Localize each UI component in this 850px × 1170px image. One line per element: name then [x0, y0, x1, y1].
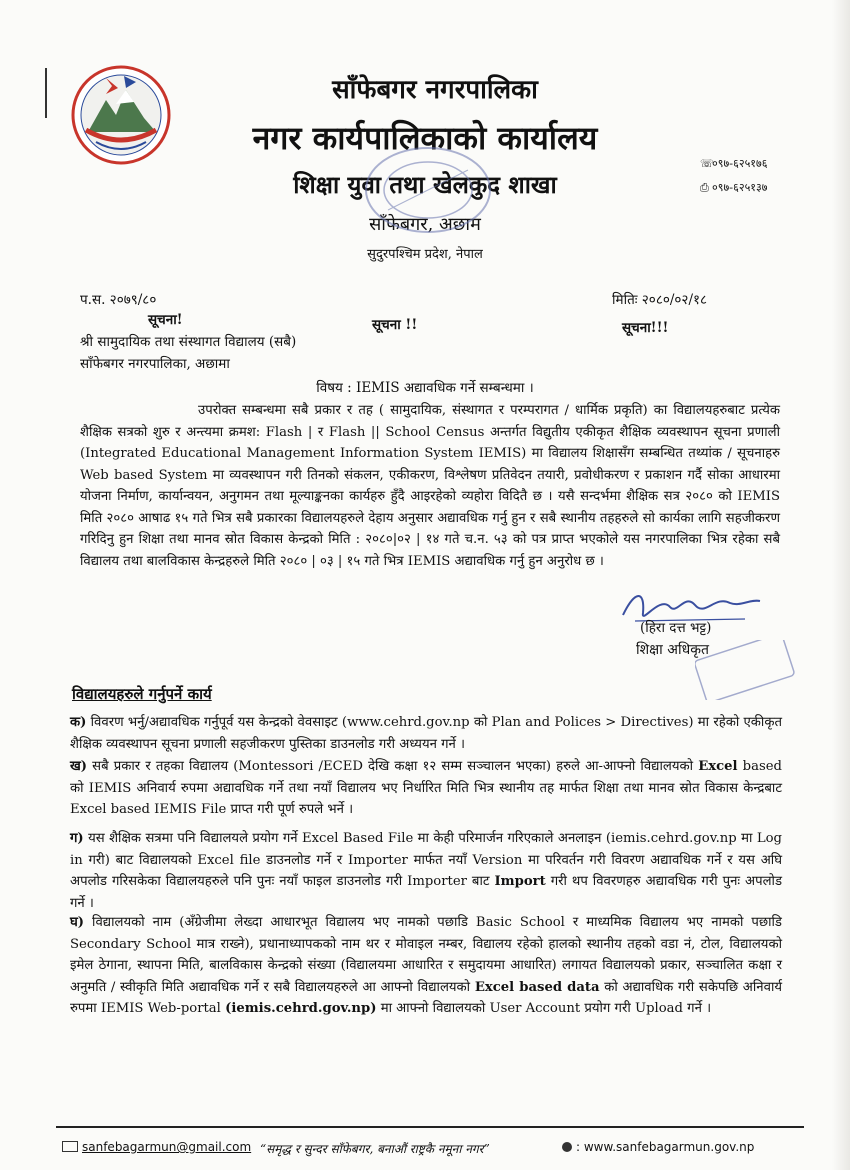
province-name: सुदुरपश्चिम प्रदेश, नेपाल	[367, 247, 483, 262]
recipient-line-2: साँफेबगर नगरपालिका, अछामा	[80, 356, 230, 372]
task-item-ka	[70, 712, 782, 755]
footer-email	[62, 1140, 251, 1154]
task-label: घ)	[70, 915, 85, 930]
footer-divider	[56, 1126, 804, 1128]
task-label: ग)	[70, 831, 84, 846]
notice-label-1: सूचना!	[148, 312, 183, 328]
letter-body: उपरोक्त सम्बन्धमा सबै प्रकार र तह ( सामुदायिक, संस्थागत र परम्परागत / धार्मिक प्रकृति) का विद्यालयहरुबाट प्रत्येक शैक्षिक सत्रको शुरु र अन्त्यमा क्रमश: Flash | र Flash || School Census अन्तर्गत विद्युतीय एकीकृत शैक्षिक व्यवस्थापन सूचना प्रणाली (Integrated Educational Management Information System IEMIS) मा विद्यालय शिक्षासँग सम्बन्धित तथ्यांक / सूचनाहरु Web based System मा व्यवस्थापन गरी तिनको संकलन, एकीकरण, विश्लेषण प्रतिवेदन तयारी, प्रवोधीकरण र प्रकाशन गर्दै सोका आधारमा योजना निर्माण, कार्यान्वयन, अनुगमन तथा मूल्याङ्कनका कार्यहरु हुँदै आइरहेको व्यहोरा विदितै छ । यसै सन्दर्भमा शैक्षिक सत्र २०८० को IEMIS मिति २०८० आषाढ १५ गते भित्र सबै प्रकारका विद्यालयहरुले देहाय अनुसार अद्यावधिक गर्नु हुन र सबै स्थानीय तहहरुले सो कार्यका लागि सहजीकरण गरिदिनु हुन शिक्षा तथा मानव स्रोत विकास केन्द्रको मिति : २०८०|०२ | १४ गते च.न. ५३ को पत्र प्राप्त भएकोले यस नगरपालिका भित्र रहेका सबै विद्यालय तथा बालविकास केन्द्रहरुले मिति २०८० | ०३ | १५ गते भित्र IEMIS अद्यावधिक गर्नु हुन अनुरोध छ ।	[80, 403, 781, 569]
tasks-heading: विद्यालयहरुले गर्नुपर्ने कार्य	[72, 685, 212, 703]
website-link[interactable]: : www.sanfebagarmun.gov.np	[576, 1140, 755, 1154]
task-item-gha	[70, 912, 782, 1020]
task-bold-text: Excel	[698, 759, 738, 774]
officer-stamp-icon	[695, 640, 795, 700]
footer-website	[562, 1140, 754, 1154]
letter-subject: विषय : IEMIS अद्यावधिक गर्ने सम्बन्धमा ।	[316, 380, 534, 396]
task-label: क)	[70, 715, 87, 730]
task-item-kha	[70, 756, 782, 821]
task-text: सबै प्रकार र तहका विद्यालय (Montessori /ECED देखि कक्षा १२ सम्म सञ्चालन भएका) हरुले आ-आफ्नो विद्यालयको	[92, 759, 694, 774]
task-bold-text: Import	[494, 874, 546, 890]
letter-date: मितिः २०८०/०२/१८	[612, 292, 708, 308]
task-text: मा आफ्नो विद्यालयको User Account प्रयोग गरी Upload गर्ने ।	[380, 1001, 712, 1017]
signatory-name: (हिरा दत्त भट्ट)	[640, 620, 712, 636]
task-label: ख)	[70, 759, 88, 774]
footer-slogan: “समृद्ध र सुन्दर साँफेबगर, बनाऔं राष्ट्रकै नमूना नगर”	[260, 1142, 490, 1156]
globe-icon	[562, 1142, 572, 1152]
task-text: विद्यालयको नाम (अँग्रेजीमा लेख्दा आधारभूत विद्यालय भए नामको पछाडि Basic School र माध्यमिक विद्यालय भए नामको पछाडि Secondary School मात्र राख्ने), प्रधानाध्यापकको नाम थर र मोवाइल नम्बर, विद्यालय रहेको हालको स्थानीय तहको वडा नं, टोल, विद्यालयको इमेल ठेगाना, स्थापना मिति, बालविकास केन्द्रको संख्या (विद्यालयमा आधारित र समुदायमा आधारित) लगायत विद्यालयको प्रकार, सञ्चालित कक्षा र अनुमति / स्वीकृति मिति अद्यावधिक गर्ने र सबै विद्यालयहरुले आ आफ्नो विद्यालयको	[70, 915, 782, 995]
task-text: को अद्यावधिक गरी सकेपछि अनिवार्य रुपमा IEMIS Web-portal	[70, 979, 783, 1017]
fax-number: ⎙ ०९७-६२५१३७	[700, 181, 768, 194]
municipality-name: साँफेबगर नगरपालिका	[332, 75, 538, 105]
task-bold-text: (iemis.cehrd.gov.np)	[225, 1001, 377, 1017]
task-bold-text: Excel based data	[474, 979, 600, 995]
notice-label-3: सूचना!!!	[622, 320, 669, 336]
task-text: यस शैक्षिक सत्रमा पनि विद्यालयले प्रयोग गर्ने Excel Based File मा केही परिमार्जन गरिएकाले अनलाइन (iemis.cehrd.gov.np मा Log in गरी) बाट विद्यालयको Excel file डाउनलोड गर्ने र Importer मार्फत नयाँ Version मा परिवर्तन गरी विवरण अद्यावधिक गर्ने र यस अघि अपलोड गरिसकेका विद्यालयहरुले पनि पुनः नयाँ फाइल डाउनलोड गरी Importer बाट	[70, 831, 782, 890]
section-name: शिक्षा युवा तथा खेलकुद शाखा	[293, 170, 557, 199]
signatory-title: शिक्षा अधिकृत	[636, 642, 709, 658]
task-text: based को IEMIS अनिवार्य रुपमा अद्यावधिक गर्ने तथा नयाँ विद्यालय भए निर्धारित मिति भित्र स्थानीय तह मार्फत शिक्षा तथा मानव स्रोत विकास केन्द्रबाट Excel based IEMIS File प्राप्त गरी पूर्ण रुपले भर्ने ।	[70, 759, 782, 818]
email-link[interactable]: sanfebagarmun@gmail.com	[82, 1140, 252, 1154]
office-name: नगर कार्यपालिकाको कार्यालय	[252, 119, 598, 157]
envelope-icon	[62, 1141, 78, 1152]
task-text: गरी थप विवरणहरु अद्यावधिक गरी पुनः अपलोड गर्ने ।	[70, 874, 783, 911]
task-item-ga	[70, 828, 782, 914]
office-stamp-icon	[358, 140, 498, 240]
recipient-line-1: श्री सामुदायिक तथा संस्थागत विद्यालय (सबै)	[80, 334, 297, 350]
letter-number: प.स. २०७९/८०	[80, 292, 157, 308]
notice-label-2: सूचना !!	[372, 317, 418, 333]
task-text: विवरण भर्नु/अद्यावधिक गर्नुपूर्व यस केन्द्रको वेवसाइट (www.cehrd.gov.np को Plan and Polices > Directives) मा रहेको एकीकृत शैक्षिक व्यवस्थापन सूचना प्रणाली सहजीकरण पुस्तिका डाउनलोड गरी अध्ययन गर्ने ।	[70, 715, 782, 752]
phone-number: ☏०९७-६२५१७६	[700, 157, 768, 170]
phone-icon: ☏	[700, 157, 714, 170]
office-location: साँफेबगर, अछाम	[369, 214, 481, 235]
fax-icon: ⎙	[700, 181, 709, 194]
